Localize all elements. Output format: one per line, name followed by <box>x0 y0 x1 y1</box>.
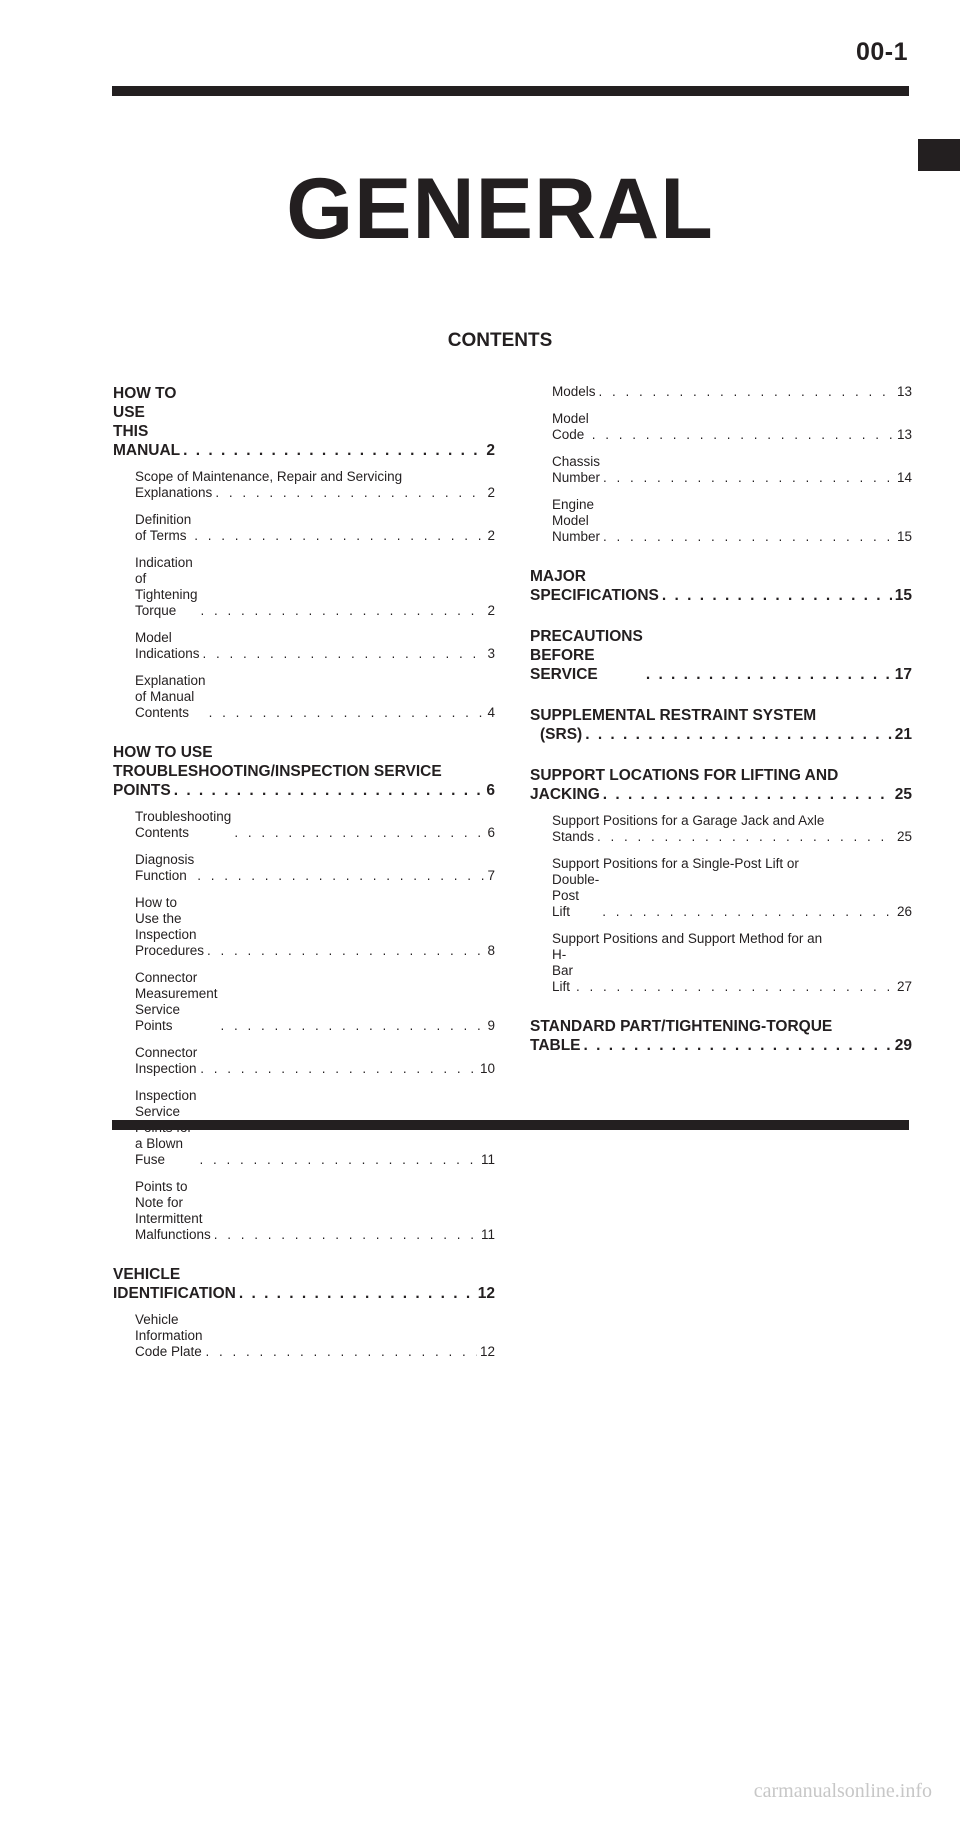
toc-section-entry[interactable] <box>530 706 912 744</box>
toc-entry-page: 9 <box>487 1018 495 1033</box>
toc-entry-page: 11 <box>480 1152 495 1167</box>
toc-entry-label: MAJOR SPECIFICATIONS <box>530 568 659 604</box>
toc-sub-entry[interactable] <box>530 497 912 545</box>
toc-entry-page: 10 <box>479 1061 495 1076</box>
toc-entry-page: 4 <box>487 705 495 720</box>
toc-sub-entry[interactable] <box>530 411 912 443</box>
toc-entry-label-line: TROUBLESHOOTING/INSPECTION SERVICE <box>113 763 442 780</box>
toc-entry-label-line: Scope of Maintenance, Repair and Servicing <box>135 469 403 484</box>
toc-sub-entry[interactable] <box>113 673 495 721</box>
toc-section-entry[interactable] <box>113 1265 495 1303</box>
toc-entry-label-line: Support Positions and Support Method for an <box>552 931 823 946</box>
toc-entry-label: Inspection Service a Blown Fuse <box>135 1088 197 1167</box>
toc-entry-page: 8 <box>487 943 495 958</box>
toc-sub-entry[interactable] <box>113 630 495 662</box>
toc-entry-page: 29 <box>894 1037 912 1054</box>
toc-sub-entry[interactable] <box>113 555 495 619</box>
dot-leader <box>197 868 484 884</box>
dot-leader <box>214 1227 478 1243</box>
toc-section-entry[interactable] <box>113 743 495 800</box>
footer-rule <box>112 1120 909 1130</box>
toc-entry-page: 25 <box>894 786 912 803</box>
toc-entry-label: VEHICLE IDENTIFICATION <box>113 1266 236 1302</box>
toc-entry-label: Model Indications <box>135 630 200 661</box>
toc-entry-page: 12 <box>479 1344 495 1359</box>
toc-entry-label-line: Support Positions for a Single-Post Lift or <box>552 856 799 871</box>
toc-entry-page: 25 <box>896 829 912 844</box>
toc-entry-label: POINTS <box>113 782 171 799</box>
dot-leader <box>200 1061 477 1077</box>
dot-leader <box>234 825 484 841</box>
toc-entry-page: 3 <box>487 646 495 661</box>
toc-sub-entry[interactable] <box>530 813 912 845</box>
toc-sub-entry[interactable] <box>113 469 495 501</box>
toc-sub-entry[interactable] <box>530 931 912 995</box>
contents-heading: CONTENTS <box>447 330 553 351</box>
toc-entry-page: 7 <box>487 868 495 883</box>
toc-entry-page: 6 <box>487 825 495 840</box>
toc-sub-entry[interactable] <box>113 512 495 544</box>
toc-entry-label-line: SUPPLEMENTAL RESTRAINT SYSTEM <box>530 707 817 724</box>
dot-leader <box>599 384 894 400</box>
toc-entry-page: 2 <box>487 528 495 543</box>
toc-section-entry[interactable] <box>530 1017 912 1055</box>
dot-leader <box>194 528 484 544</box>
toc-entry-label: Connector Inspection <box>135 1045 198 1076</box>
watermark: carmanualsonline.info <box>753 1780 932 1802</box>
toc-sub-entry[interactable] <box>113 852 495 884</box>
dot-leader <box>592 427 894 443</box>
dot-leader <box>646 665 892 684</box>
toc-entry-label: Engine Model Number <box>552 497 601 544</box>
dot-leader <box>207 943 484 959</box>
toc-entry-page: 15 <box>894 587 912 604</box>
toc-section-entry[interactable] <box>530 766 912 804</box>
toc-entry-page: 2 <box>487 603 495 618</box>
dot-leader <box>239 1284 475 1303</box>
toc-entry-label: Diagnosis Function <box>135 852 195 883</box>
header-rule <box>112 86 909 96</box>
dot-leader <box>200 1152 478 1168</box>
toc-entry-label: HOW TO USE THIS MANUAL <box>113 385 181 459</box>
toc-section-entry[interactable] <box>113 384 495 460</box>
toc-entry-label: How to Use the Inspection Procedures <box>135 895 205 958</box>
dot-leader <box>215 485 484 501</box>
toc-entry-page: 17 <box>894 666 912 683</box>
toc-section-entry[interactable] <box>530 627 912 684</box>
toc-entry-label: Stands <box>552 829 595 844</box>
toc-entry-label-line: SUPPORT LOCATIONS FOR LIFTING AND <box>530 767 839 784</box>
dot-leader <box>603 785 892 804</box>
toc-entry-label-line: Support Positions for a Garage Jack and Axle <box>552 813 825 828</box>
toc-entry-page: 2 <box>487 485 495 500</box>
dot-leader <box>203 646 485 662</box>
toc-entry-label: Models <box>552 384 596 399</box>
toc-entry-label: Points to Note for Intermittent Malfunctions <box>135 1179 211 1242</box>
dot-leader <box>603 470 894 486</box>
toc-entry-label-line: STANDARD PART/TIGHTENING-TORQUE <box>530 1018 833 1035</box>
toc-entry-label: Definition of Terms <box>135 512 192 543</box>
page-title: GENERAL <box>286 161 714 257</box>
dot-leader <box>174 781 484 800</box>
toc-entry-label: TABLE <box>530 1037 581 1054</box>
toc-entry-page: 13 <box>896 427 912 442</box>
dot-leader <box>662 586 892 605</box>
toc-entry-page: 13 <box>896 384 912 399</box>
toc-sub-entry[interactable] <box>530 856 912 920</box>
toc-sub-entry[interactable] <box>113 809 495 841</box>
toc-entry-label: Vehicle Information Code Plate <box>135 1312 203 1359</box>
toc-section-entry[interactable] <box>530 567 912 605</box>
toc-entry-label: Indication of Tightening Torque <box>135 555 198 618</box>
dot-leader <box>602 904 894 920</box>
dot-leader <box>584 1036 892 1055</box>
dot-leader <box>206 1344 477 1360</box>
toc-entry-label: Model Code <box>552 411 589 442</box>
toc-entry-label: H-Bar Lift <box>552 947 574 994</box>
toc-entry-page: 26 <box>896 904 912 919</box>
dot-leader <box>183 441 483 460</box>
toc-entry-label: (SRS) <box>540 726 583 743</box>
toc-entry-page: 14 <box>896 470 912 485</box>
toc-entry-label: Troubleshooting Contents <box>135 809 232 840</box>
toc-sub-entry[interactable] <box>113 1179 495 1243</box>
dot-leader <box>209 705 485 721</box>
dot-leader <box>603 529 894 545</box>
toc-entry-label: Double-Post Lift <box>552 872 600 919</box>
toc-entry-label: Chassis Number <box>552 454 601 485</box>
toc-entry-page: 11 <box>480 1227 495 1242</box>
toc-sub-entry[interactable] <box>113 1045 495 1077</box>
toc-entry-page: 21 <box>894 726 912 743</box>
toc-entry-page: 15 <box>896 529 912 544</box>
toc-sub-entry[interactable] <box>530 454 912 486</box>
toc-entry-page: 12 <box>477 1285 495 1302</box>
toc-entry-label: Explanations <box>135 485 213 500</box>
toc-entry-label-line: HOW TO USE <box>113 744 213 761</box>
toc-entry-page: 27 <box>896 979 912 994</box>
toc-sub-entry[interactable] <box>530 384 912 400</box>
dot-leader <box>221 1018 485 1034</box>
toc-entry-label: Connector Measurement Service Points <box>135 970 218 1033</box>
toc-entry-label: JACKING <box>530 786 600 803</box>
toc-left-column <box>113 384 495 1360</box>
dot-leader <box>597 829 894 845</box>
toc-entry-label: Explanation of Manual Contents <box>135 673 206 720</box>
toc-sub-entry[interactable] <box>113 1312 495 1360</box>
dot-leader <box>201 603 485 619</box>
dot-leader <box>585 725 892 744</box>
page-number: 00-1 <box>855 38 908 66</box>
toc-entry-page: 2 <box>486 442 495 459</box>
toc-entry-label: PRECAUTIONS BEFORE SERVICE <box>530 628 643 683</box>
toc-entry-page: 6 <box>486 782 495 799</box>
dot-leader <box>576 979 894 995</box>
toc-right-column <box>530 384 912 1055</box>
toc-sub-entry[interactable] <box>113 895 495 959</box>
toc-sub-entry[interactable] <box>113 970 495 1034</box>
